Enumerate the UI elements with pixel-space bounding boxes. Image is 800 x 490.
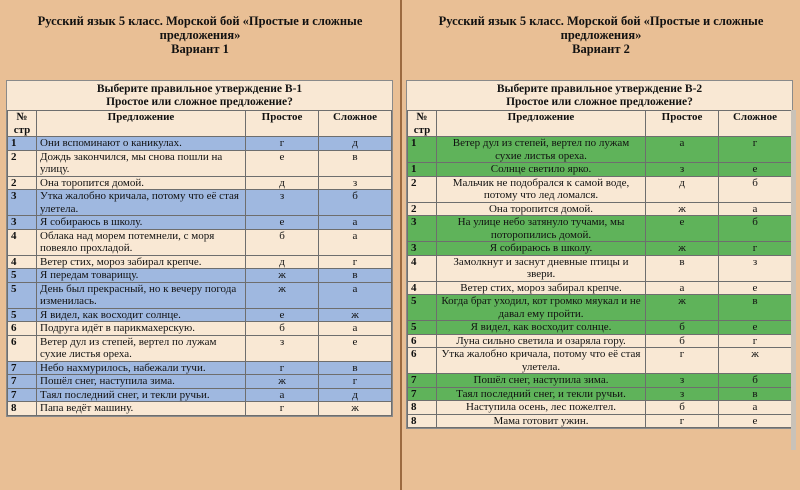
variant-label: Вариант 2: [572, 42, 630, 56]
row-sentence: Облака над морем потемнели, с моря повеяло прохладой.: [37, 229, 246, 255]
row-simple-cell: б: [246, 322, 319, 336]
row-sentence: Подруга идёт в парикмахерскую.: [37, 322, 246, 336]
row-simple-cell: б: [646, 401, 719, 415]
variant-2-title: [402, 14, 800, 56]
row-simple-cell: е: [646, 216, 719, 242]
row-number: 7: [408, 387, 437, 401]
row-complex-cell: б: [719, 374, 792, 388]
row-number: 3: [8, 216, 37, 230]
row-complex-cell: в: [719, 387, 792, 401]
row-number: 7: [8, 388, 37, 402]
row-number: 5: [8, 269, 37, 283]
table-row: [408, 202, 792, 216]
row-simple-cell: в: [646, 255, 719, 281]
row-simple-cell: д: [646, 176, 719, 202]
table-row: [408, 216, 792, 242]
row-number: 1: [408, 163, 437, 177]
row-simple-cell: а: [246, 388, 319, 402]
row-complex-cell: е: [719, 414, 792, 428]
row-number: 6: [408, 348, 437, 374]
row-number: 1: [408, 137, 437, 163]
row-simple-cell: б: [646, 321, 719, 335]
row-simple-cell: г: [246, 137, 319, 151]
row-complex-cell: б: [719, 176, 792, 202]
column-header-simple: Простое: [646, 111, 719, 137]
table-heading-question: Простое или сложное предложение?: [506, 96, 693, 108]
row-complex-cell: а: [319, 216, 392, 230]
table-heading: [7, 81, 392, 110]
row-simple-cell: а: [646, 137, 719, 163]
row-simple-cell: ж: [646, 295, 719, 321]
table-row: [8, 137, 392, 151]
row-complex-cell: ж: [719, 348, 792, 374]
row-sentence: Папа ведёт машину.: [37, 402, 246, 416]
variant-2-table-sheet: [406, 80, 793, 429]
variant-2-panel: [400, 0, 800, 490]
row-sentence: Дождь закончился, мы снова пошли на улицу.: [37, 150, 246, 176]
row-simple-cell: з: [646, 374, 719, 388]
row-complex-cell: д: [319, 388, 392, 402]
row-sentence: Утка жалобно кричала, потому что её стая улетела.: [437, 348, 646, 374]
table-row: [408, 374, 792, 388]
table-row: [8, 322, 392, 336]
row-sentence: Она торопится домой.: [37, 176, 246, 190]
table-row: [8, 282, 392, 308]
row-sentence: Пошёл снег, наступила зима.: [437, 374, 646, 388]
row-complex-cell: а: [719, 401, 792, 415]
row-sentence: Она торопится домой.: [437, 202, 646, 216]
row-complex-cell: г: [719, 334, 792, 348]
row-complex-cell: г: [319, 255, 392, 269]
table-row: [8, 216, 392, 230]
row-sentence: На улице небо затянуло тучами, мы поторопились домой.: [437, 216, 646, 242]
table-row: [408, 176, 792, 202]
row-simple-cell: е: [246, 150, 319, 176]
row-simple-cell: з: [646, 387, 719, 401]
row-simple-cell: ж: [646, 242, 719, 256]
row-simple-cell: б: [246, 229, 319, 255]
row-number: 4: [8, 229, 37, 255]
table-row: [408, 321, 792, 335]
table-heading-question: Простое или сложное предложение?: [106, 96, 293, 108]
row-sentence: Таял последний снег, и текли ручьи.: [437, 387, 646, 401]
table-row: [8, 335, 392, 361]
row-complex-cell: в: [719, 295, 792, 321]
row-number: 3: [408, 216, 437, 242]
row-complex-cell: б: [719, 216, 792, 242]
table-row: [8, 150, 392, 176]
variant-1-title: [0, 14, 400, 56]
variant-2-table: [407, 110, 792, 428]
scroll-strip: [791, 110, 796, 450]
table-row: [408, 401, 792, 415]
row-number: 4: [408, 281, 437, 295]
row-number: 5: [408, 321, 437, 335]
row-simple-cell: ж: [246, 269, 319, 283]
table-row: [8, 388, 392, 402]
table-row: [8, 269, 392, 283]
row-sentence: Я видел, как восходит солнце.: [437, 321, 646, 335]
row-sentence: Ветер стих, мороз забирал крепче.: [437, 281, 646, 295]
row-number: 7: [8, 361, 37, 375]
row-complex-cell: г: [319, 375, 392, 389]
table-row: [408, 414, 792, 428]
row-sentence: Замолкнут и заснут дневные птицы и звери.: [437, 255, 646, 281]
row-number: 3: [408, 242, 437, 256]
row-number: 5: [408, 295, 437, 321]
table-row: [408, 295, 792, 321]
column-header-complex: Сложное: [319, 111, 392, 137]
row-sentence: Я собираюсь в школу.: [437, 242, 646, 256]
row-sentence: Солнце светило ярко.: [437, 163, 646, 177]
row-simple-cell: д: [246, 255, 319, 269]
row-complex-cell: а: [719, 202, 792, 216]
row-number: 7: [408, 374, 437, 388]
row-sentence: Они вспоминают о каникулах.: [37, 137, 246, 151]
row-simple-cell: г: [646, 414, 719, 428]
row-complex-cell: е: [719, 163, 792, 177]
table-row: [408, 137, 792, 163]
row-simple-cell: е: [246, 216, 319, 230]
row-number: 5: [8, 282, 37, 308]
row-number: 8: [408, 401, 437, 415]
table-row: [408, 242, 792, 256]
row-sentence: Небо нахмурилось, набежали тучи.: [37, 361, 246, 375]
table-row: [408, 348, 792, 374]
row-number: 1: [8, 137, 37, 151]
table-row: [8, 229, 392, 255]
row-complex-cell: е: [719, 281, 792, 295]
row-number: 7: [8, 375, 37, 389]
row-number: 8: [8, 402, 37, 416]
row-complex-cell: а: [319, 229, 392, 255]
row-simple-cell: з: [646, 163, 719, 177]
row-number: 2: [8, 176, 37, 190]
title-line: Русский язык 5 класс. Морской бой «Простые и сложные: [37, 14, 363, 28]
row-complex-cell: е: [719, 321, 792, 335]
column-header-number: № стр: [408, 111, 437, 137]
variant-label: Вариант 1: [171, 42, 229, 56]
row-number: 5: [8, 308, 37, 322]
row-sentence: День был прекрасный, но к вечеру погода изменилась.: [37, 282, 246, 308]
row-sentence: Ветер дул из степей, вертел по лужам сухие листья ореха.: [437, 137, 646, 163]
title-line: Русский язык 5 класс. Морской бой «Простые и сложные: [438, 14, 764, 28]
row-simple-cell: з: [246, 190, 319, 216]
table-row: [408, 255, 792, 281]
row-simple-cell: ж: [246, 375, 319, 389]
table-row: [408, 281, 792, 295]
row-simple-cell: д: [246, 176, 319, 190]
row-complex-cell: в: [319, 361, 392, 375]
row-complex-cell: е: [319, 335, 392, 361]
row-sentence: Мама готовит ужин.: [437, 414, 646, 428]
row-sentence: Ветер стих, мороз забирал крепче.: [37, 255, 246, 269]
table-row: [8, 402, 392, 416]
row-number: 2: [8, 150, 37, 176]
variant-1-table: [7, 110, 392, 416]
row-simple-cell: г: [246, 361, 319, 375]
row-number: 8: [408, 414, 437, 428]
table-heading: [407, 81, 792, 110]
row-simple-cell: е: [246, 308, 319, 322]
table-row: [8, 255, 392, 269]
column-header-complex: Сложное: [719, 111, 792, 137]
column-header-number: № стр: [8, 111, 37, 137]
row-sentence: Я собираюсь в школу.: [37, 216, 246, 230]
column-header-simple: Простое: [246, 111, 319, 137]
row-number: 3: [8, 190, 37, 216]
row-sentence: Утка жалобно кричала, потому что её стая улетела.: [37, 190, 246, 216]
row-number: 6: [408, 334, 437, 348]
row-complex-cell: ж: [319, 308, 392, 322]
row-number: 6: [8, 335, 37, 361]
row-complex-cell: а: [319, 322, 392, 336]
table-row: [408, 163, 792, 177]
table-row: [8, 375, 392, 389]
row-simple-cell: г: [246, 402, 319, 416]
row-complex-cell: б: [319, 190, 392, 216]
row-complex-cell: в: [319, 269, 392, 283]
row-complex-cell: г: [719, 137, 792, 163]
row-simple-cell: г: [646, 348, 719, 374]
column-header-sentence: Предложение: [437, 111, 646, 137]
row-simple-cell: ж: [246, 282, 319, 308]
row-sentence: Ветер дул из степей, вертел по лужам сухие листья ореха.: [37, 335, 246, 361]
row-number: 2: [408, 176, 437, 202]
row-sentence: Когда брат уходил, кот громко мяукал и не давал ему пройти.: [437, 295, 646, 321]
row-number: 2: [408, 202, 437, 216]
row-sentence: Наступила осень, лес пожелтел.: [437, 401, 646, 415]
row-sentence: Я видел, как восходит солнце.: [37, 308, 246, 322]
row-simple-cell: з: [246, 335, 319, 361]
column-header-sentence: Предложение: [37, 111, 246, 137]
row-complex-cell: в: [319, 150, 392, 176]
row-sentence: Пошёл снег, наступила зима.: [37, 375, 246, 389]
row-complex-cell: г: [719, 242, 792, 256]
table-row: [8, 176, 392, 190]
row-sentence: Таял последний снег, и текли ручьи.: [37, 388, 246, 402]
table-row: [408, 387, 792, 401]
row-complex-cell: з: [719, 255, 792, 281]
table-row: [8, 361, 392, 375]
row-simple-cell: а: [646, 281, 719, 295]
row-simple-cell: ж: [646, 202, 719, 216]
row-sentence: Луна сильно светила и озаряла гору.: [437, 334, 646, 348]
variant-1-table-sheet: [6, 80, 393, 417]
row-sentence: Мальчик не подобрался к самой воде, потому что лед ломался.: [437, 176, 646, 202]
table-row: [8, 190, 392, 216]
title-line: предложения»: [159, 28, 241, 42]
row-complex-cell: ж: [319, 402, 392, 416]
row-simple-cell: б: [646, 334, 719, 348]
row-number: 6: [8, 322, 37, 336]
row-sentence: Я передам товарищу.: [37, 269, 246, 283]
row-number: 4: [8, 255, 37, 269]
table-heading-line: Выберите правильное утверждение В-2: [496, 83, 703, 95]
row-complex-cell: з: [319, 176, 392, 190]
row-complex-cell: д: [319, 137, 392, 151]
table-heading-line: Выберите правильное утверждение В-1: [96, 83, 303, 95]
row-complex-cell: а: [319, 282, 392, 308]
title-line: предложения»: [560, 28, 642, 42]
row-number: 4: [408, 255, 437, 281]
table-row: [408, 334, 792, 348]
table-row: [8, 308, 392, 322]
